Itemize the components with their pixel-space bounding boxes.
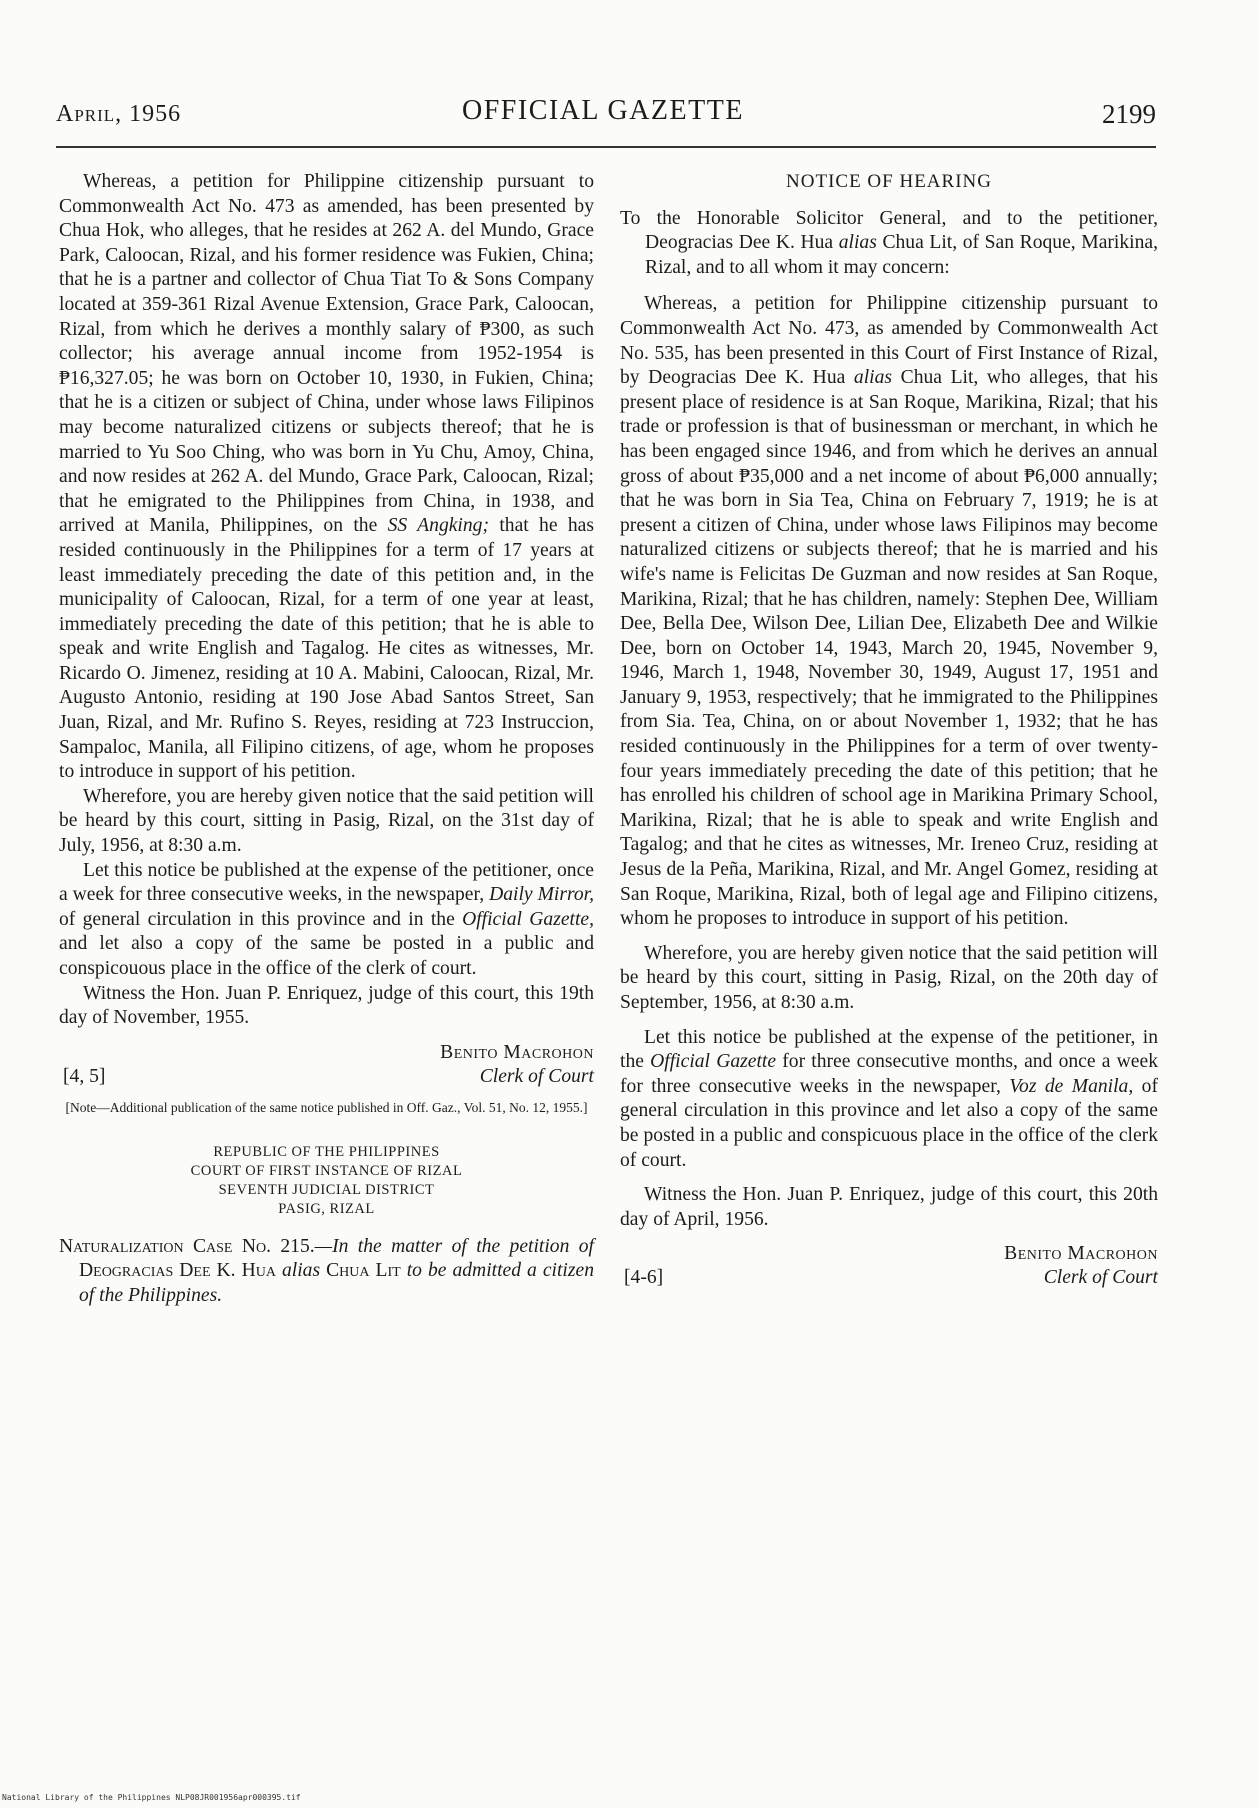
page-number: 2199 xyxy=(1102,99,1156,129)
left-wherefore-paragraph: Wherefore, you are hereby given notice that the said petition will be heard by this court, sitting in Pasig, Rizal, on the 31st day of July, 1956, at 8:30 a.m. xyxy=(59,785,594,857)
court-line: SEVENTH JUDICIAL DISTRICT xyxy=(218,1181,435,1198)
court-line: PASIG, RIZAL xyxy=(278,1200,375,1217)
right-wherefore-paragraph: Wherefore, you are hereby given notice that the said petition will be heard by this court, sitting in Pasig, Rizal, on the 20th day of September, 1956, at 8:30 a.m. xyxy=(620,942,1158,1013)
court-line: COURT OF FIRST INSTANCE OF RIZAL xyxy=(190,1162,463,1179)
right-whereas-paragraph: Whereas, a petition for Philippine citizenship pursuant to Commonwealth Act No. 473, as amended by Commonwealth Act No. 535, has been presented in this Court of First Instance of Rizal, by Deogracias Dee K. Hua alias Chua Lit, who alleges, that his present place of residence is at San Roque, Marikina, Rizal; that his trade or profession is that of businessman or merchant, in which he has been engaged since 1946, and from which he derives an annual gross of about ₱35,000 and a net income of about ₱6,000 annually; that he was born in Sia Tea, China on February 7, 1919; he is at present a citizen of China, under whose laws Filipinos may become naturalized citizens or subjects thereof; that he is married and his wife's name is Felicitas De Guzman and now resides at San Roque, Marikina, Rizal; that he has children, namely: Stephen Dee, William Dee, Bella Dee, Wilson Dee, Lilian Dee, Elizabeth Dee and Wilkie Dee, born on October 14, 1943, March 20, 1945, November 9, 1946, March 1, 1948, November 30, 1949, August 17, 1951 and January 9, 1953, respectively; that he immigrated to the Philippines from Sia. Tea, China, on or about November 1, 1932; that he has resided continuously in the Philippines for a term of over twenty-four years immediately preceding the date of this petition; that he has enrolled his children of school age in Marikina Primary School, Marikina, Rizal; that he is able to speak and write English and Tagalog; and that he cites as witnesses, Mr. Ireneo Cruz, residing at Jesus de la Peña, Marikina, Rizal, and Mr. Angel Gomez, residing at San Roque, Marikina, Rizal, both of legal age and Filipino citizens, whom he proposes to introduce in support of his petition. xyxy=(620,293,1158,930)
right-publication-paragraph: Let this notice be published at the expense of the petitioner, in the Official Gazette for three consecutive months, and once a week for three consecutive weeks in the newspaper, Voz de Manila, of general circulation in this province and let also a copy of the same be posted in a public and conspicuous place in the office of the clerk of court. xyxy=(620,1026,1158,1171)
left-publication-paragraph: Let this notice be published at the expense of the petitioner, once a week for three consecutive weeks, in the newspaper, Daily Mirror, of general circulation in this province and in the Official Gazette, and let also a copy of the same be posted in a public and conspicouous place in the office of the clerk of court. xyxy=(59,859,595,979)
scan-footer: National Library of the Philippines NLP08JR001956apr000395.tif xyxy=(2,1793,301,1802)
left-signature xyxy=(59,1041,594,1093)
publication-note: [Note—Additional publication of the same notice published in Off. Gaz., Vol. 51, No. 12, 1955.] xyxy=(65,1099,588,1115)
notice-address: To the Honorable Solicitor General, and to the petitioner, Deogracias Dee K. Hua alias Chua Lit, of San Roque, Marikina, Rizal, and to all whom it may concern: xyxy=(620,207,1158,278)
signer-name: Benito Macrohon xyxy=(440,1041,594,1063)
right-signature xyxy=(620,1242,1158,1294)
publication-title: OFFICIAL GAZETTE xyxy=(462,95,744,126)
left-witness-paragraph: Witness the Hon. Juan P. Enriquez, judge of this court, this 19th day of November, 1955. xyxy=(59,982,594,1029)
court-caption xyxy=(59,1143,594,1219)
case-title: Naturalization Case No. 215.—In the matter of the petition of Deogracias Dee K. Hua alias Chua Lit to be admitted a citizen of the Philippines. xyxy=(59,1235,594,1306)
issue-date: April, 1956 xyxy=(56,101,182,127)
signer-title: Clerk of Court xyxy=(1043,1267,1158,1289)
signer-title: Clerk of Court xyxy=(479,1065,594,1087)
header-rule xyxy=(56,146,1156,148)
left-column xyxy=(59,170,594,1309)
right-column xyxy=(620,170,1158,1294)
running-header xyxy=(56,95,1156,135)
left-whereas-paragraph: Whereas, a petition for Philippine citizenship pursuant to Commonwealth Act No. 473 as amended, has been presented by Chua Hok, who alleges, that he resides at 262 A. del Mundo, Grace Park, Caloocan, Rizal, and his former residence was Fukien, China; that he is a partner and collector of Chua Tiat To & Sons Company located at 359-361 Rizal Avenue Extension, Grace Park, Caloocan, Rizal, from which he derives a monthly salary of ₱300, as such collector; his average annual income from 1952-1954 is ₱16,327.05; he was born on October 10, 1930, in Fukien, China; that he is a citizen or subject of China, under whose laws Filipinos may become naturalized citizens or subjects thereof; that he is married to Yu Soo Ching, who was born in Yu Chu, Amoy, China, and now resides at 262 A. del Mundo, Grace Park, Caloocan, Rizal; that he emigrated to the Philippines from China, in 1938, and arrived at Manila, Philippines, on the SS Angking; that he has resided continuously in the Philippines for a term of 17 years at least immediately preceding the date of this petition and, in the municipality of Caloocan, Rizal, for a term of one year at least, immediately preceding the date of this petition; that he is able to speak and write English and Tagalog. He cites as witnesses, Mr. Ricardo O. Jimenez, residing at 10 A. Mabini, Caloocan, Rizal, Mr. Augusto Antonio, residing at 190 Jose Abad Santos Street, San Juan, Rizal, and Mr. Rufino S. Reyes, residing at 723 Instruccion, Sampaloc, Manila, all Filipino citizens, of age, whom he proposes to introduce in support of his petition. xyxy=(59,171,594,783)
right-witness-paragraph: Witness the Hon. Juan P. Enriquez, judge of this court, this 20th day of April, 1956. xyxy=(620,1184,1158,1230)
notice-heading: NOTICE OF HEARING xyxy=(786,171,992,192)
signer-name: Benito Macrohon xyxy=(1004,1243,1158,1265)
issue-ref: [4, 5] xyxy=(63,1065,106,1087)
court-line: REPUBLIC OF THE PHILIPPINES xyxy=(213,1143,440,1160)
issue-ref: [4-6] xyxy=(624,1267,664,1289)
